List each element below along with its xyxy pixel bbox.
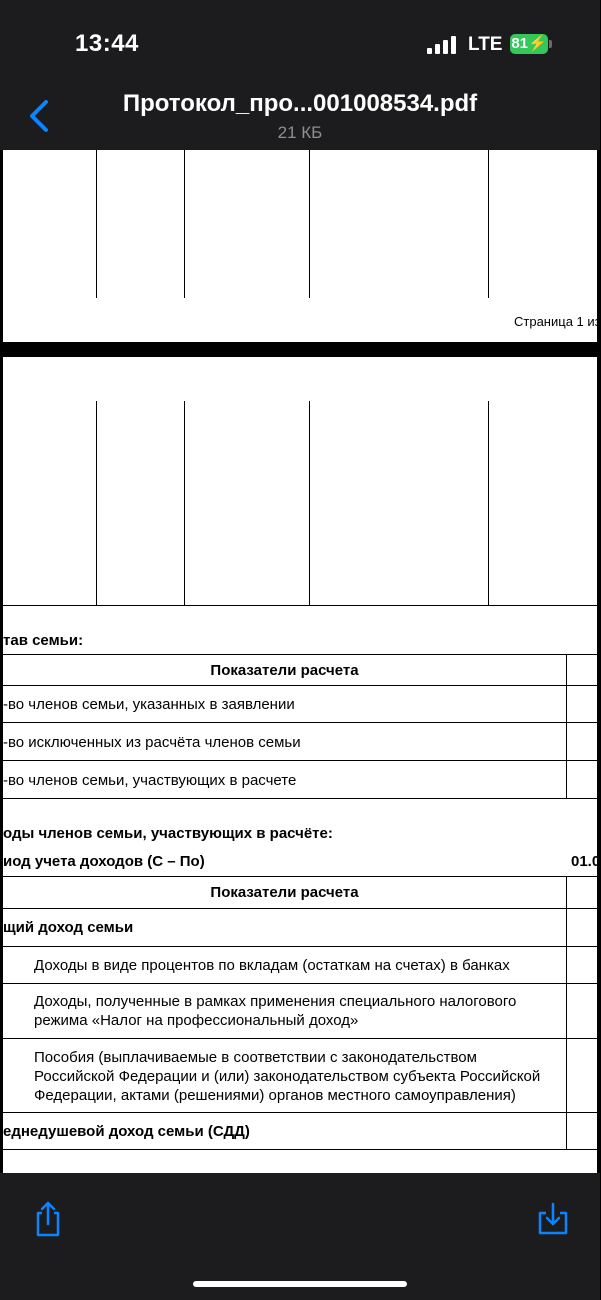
table-border bbox=[3, 983, 597, 984]
nav-bar bbox=[0, 90, 600, 150]
pdf-page-2 bbox=[3, 357, 601, 1173]
income-item-benefits-line2: Российской Федерации и (или) законодательством субъекта Российской bbox=[34, 1068, 541, 1085]
income-heading: оды членов семьи, участвующих в расчёте: bbox=[3, 825, 333, 842]
income-item-benefits-line1: Пособия (выплачиваемые в соответствии с законодательством bbox=[34, 1049, 477, 1066]
status-time: 13:44 bbox=[75, 30, 139, 57]
table-border bbox=[3, 1112, 597, 1113]
table-border bbox=[3, 722, 597, 723]
total-income-row: щий доход семьи bbox=[3, 919, 134, 936]
save-to-files-button[interactable] bbox=[535, 1199, 571, 1239]
document-viewer[interactable] bbox=[0, 150, 600, 1173]
income-period-label: иод учета доходов (С – По) bbox=[3, 853, 205, 870]
income-item-interest: Доходы в виде процентов по вкладам (остаткам на счетах) в банках bbox=[34, 957, 510, 974]
table-border bbox=[566, 876, 567, 1150]
share-icon bbox=[30, 1199, 66, 1239]
document-title: Протокол_про...001008534.pdf bbox=[122, 90, 478, 117]
network-type: LTE bbox=[468, 34, 503, 55]
income-period-value: 01.0 bbox=[571, 853, 601, 870]
battery-cap bbox=[549, 40, 552, 48]
page-number: Страница 1 из bbox=[514, 314, 601, 329]
table-border bbox=[96, 150, 97, 298]
income-table-header: Показатели расчета bbox=[210, 884, 359, 901]
table-border bbox=[3, 946, 597, 947]
family-heading: тав семьи: bbox=[3, 632, 84, 649]
table-border bbox=[184, 150, 185, 298]
cellular-signal-icon bbox=[427, 36, 459, 54]
table-border bbox=[488, 150, 489, 298]
table-border bbox=[309, 150, 310, 298]
table-border bbox=[3, 876, 597, 877]
family-row-1: -во членов семьи, указанных в заявлении bbox=[3, 696, 295, 713]
table-border bbox=[3, 1149, 597, 1150]
table-border bbox=[488, 401, 489, 606]
table-border bbox=[3, 685, 597, 686]
income-item-npd-line1: Доходы, полученные в рамках применения специального налогового bbox=[34, 993, 517, 1010]
save-to-files-icon bbox=[535, 1199, 571, 1239]
family-row-3: -во членов семьи, участвующих в расчете bbox=[3, 772, 297, 789]
table-border bbox=[3, 605, 597, 606]
table-border bbox=[3, 760, 597, 761]
table-border bbox=[309, 401, 310, 606]
table-border bbox=[96, 401, 97, 606]
status-bar bbox=[0, 0, 600, 90]
bottom-toolbar bbox=[0, 1173, 600, 1300]
home-indicator[interactable] bbox=[193, 1281, 407, 1287]
table-border bbox=[3, 1038, 597, 1039]
family-table-header: Показатели расчета bbox=[210, 662, 359, 679]
table-border bbox=[3, 798, 597, 799]
table-border bbox=[566, 654, 567, 799]
table-border bbox=[184, 401, 185, 606]
share-button[interactable] bbox=[30, 1199, 66, 1239]
income-item-benefits-line3: Федерации, актами (решениями) органов местного самоуправления) bbox=[34, 1087, 516, 1104]
battery-level: 81 bbox=[511, 35, 528, 52]
pdf-page-1 bbox=[3, 150, 601, 342]
document-size: 21 КБ bbox=[277, 123, 323, 142]
table-border bbox=[3, 908, 597, 909]
average-income-row: еднедушевой доход семьи (СДД) bbox=[3, 1123, 250, 1140]
family-row-2: -во исключенных из расчёта членов семьи bbox=[3, 734, 301, 751]
battery-icon: 81⚡ bbox=[511, 35, 547, 52]
income-item-npd-line2: режима «Налог на профессиональный доход» bbox=[34, 1012, 359, 1029]
table-border bbox=[3, 654, 597, 655]
